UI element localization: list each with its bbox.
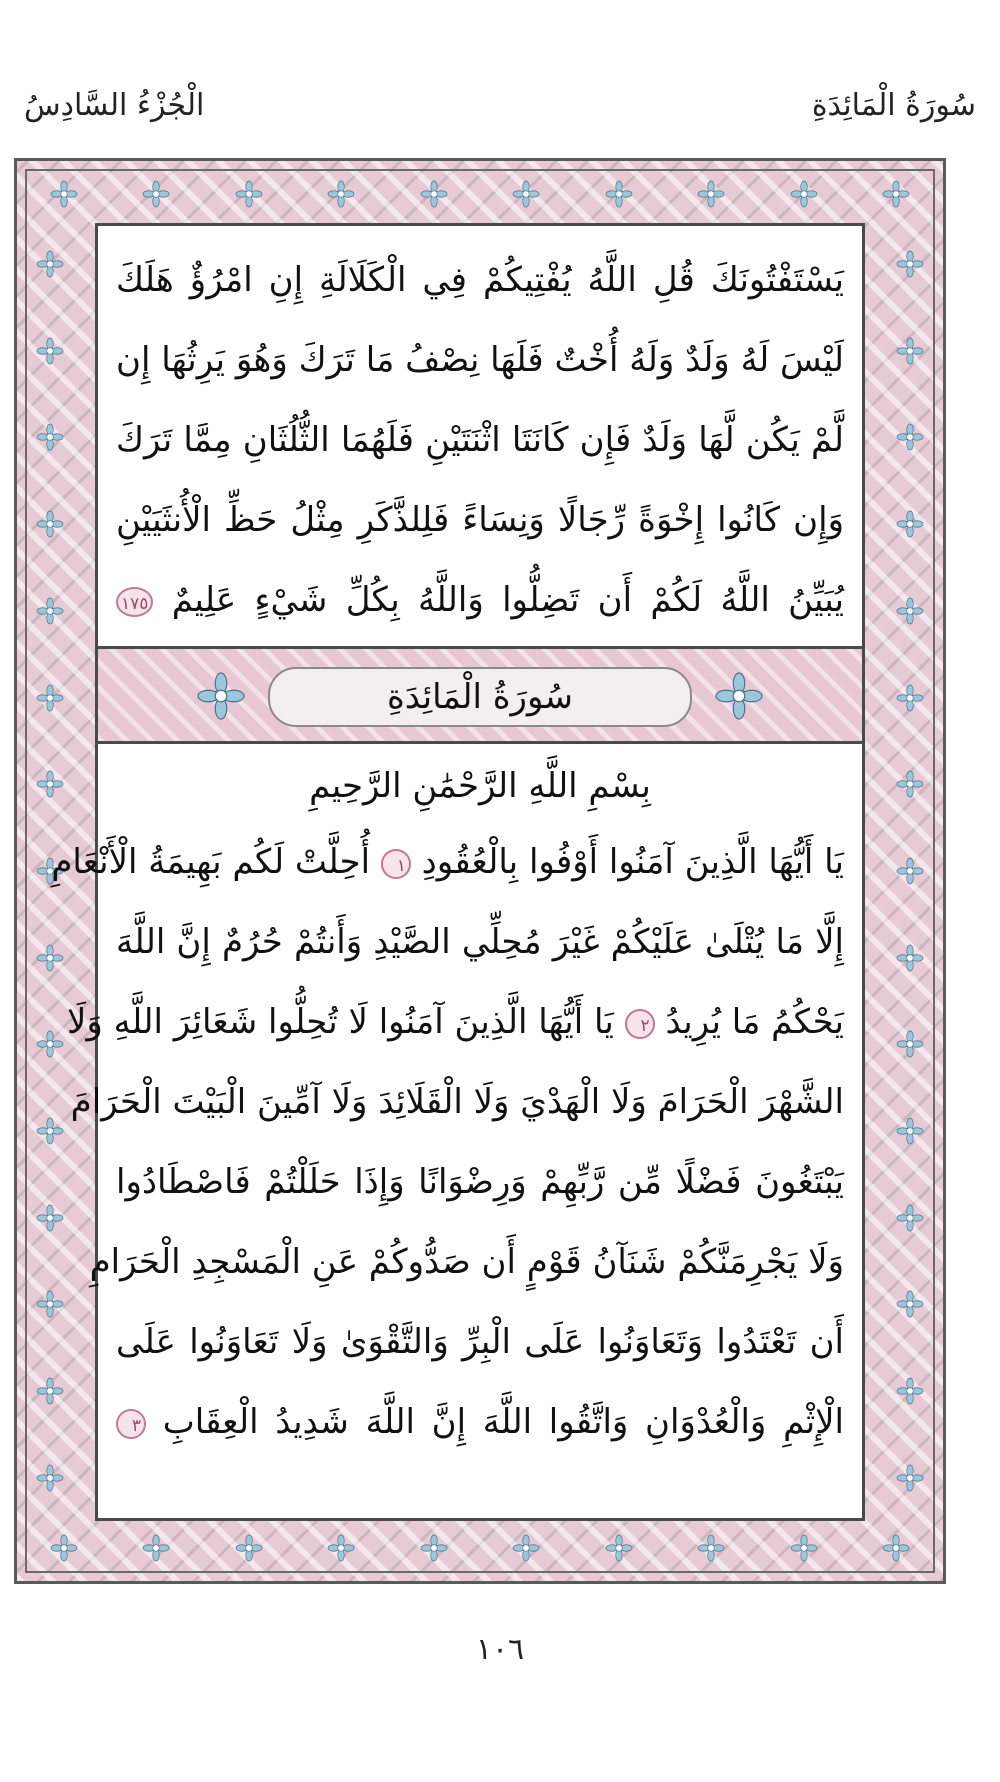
page-number: ١٠٦ xyxy=(475,1632,525,1667)
rosette-icon xyxy=(883,1535,909,1561)
upper-verses xyxy=(116,240,844,640)
rosette-icon xyxy=(791,181,817,207)
rosette-icon xyxy=(198,673,244,719)
rosette-icon xyxy=(606,181,632,207)
rosette-icon xyxy=(897,251,923,277)
juz-label: الْجُزْءُ السَّادِسُ xyxy=(24,88,205,123)
rosette-icon xyxy=(897,1205,923,1231)
rosette-icon xyxy=(143,181,169,207)
rosette-icon xyxy=(897,1465,923,1491)
ayah-number-marker: ١٧٥ xyxy=(116,587,153,617)
surah-running-title: سُورَةُ الْمَائِدَةِ xyxy=(811,88,976,123)
rosette-icon xyxy=(51,181,77,207)
rosette-icon xyxy=(897,1378,923,1404)
verse-text: يُبَيِّنُ اللَّهُ لَكُمْ أَن تَضِلُّوا وَاللَّهُ بِكُلِّ شَيْءٍ عَلِيمٌ xyxy=(171,580,845,620)
verse-line: أَن تَعْتَدُوا وَتَعَاوَنُوا عَلَى الْبِرِّ وَالتَّقْوَىٰ وَلَا تَعَاوَنُوا عَلَى xyxy=(116,1322,844,1362)
rosette-icon xyxy=(37,1031,63,1057)
rosette-icon xyxy=(698,1535,724,1561)
rosette-icon xyxy=(897,338,923,364)
rosette-icon xyxy=(37,511,63,537)
rosette-icon xyxy=(37,1378,63,1404)
rosette-icon xyxy=(236,181,262,207)
basmala: بِسْمِ اللَّهِ الرَّحْمَٰنِ الرَّحِيمِ xyxy=(309,766,651,806)
rosette-icon xyxy=(51,1535,77,1561)
verse-line: لَيْسَ لَهُ وَلَدٌ وَلَهُ أُخْتٌ فَلَهَا نِصْفُ مَا تَرَكَ وَهُوَ يَرِثُهَا إِن xyxy=(116,340,844,380)
rosette-icon xyxy=(328,1535,354,1561)
verse-line xyxy=(116,1382,844,1462)
rosette-icon xyxy=(513,181,539,207)
rosette-icon xyxy=(897,1031,923,1057)
rosette-icon xyxy=(37,945,63,971)
rosette-icon xyxy=(236,1535,262,1561)
ayah-number-marker: ١ xyxy=(381,849,411,879)
rosette-icon xyxy=(897,598,923,624)
verse-line: وَإِن كَانُوا إِخْوَةً رِّجَالًا وَنِسَاءً فَلِلذَّكَرِ مِثْلُ حَظِّ الْأُنثَيَيْنِ xyxy=(116,500,844,540)
surah-header-banner xyxy=(98,646,862,744)
ornamental-border xyxy=(14,158,946,1584)
rosette-icon xyxy=(897,1291,923,1317)
rosette-icon xyxy=(37,1465,63,1491)
verse-text: الْإِثْمِ وَالْعُدْوَانِ وَاتَّقُوا اللَّهَ إِنَّ اللَّهَ شَدِيدُ الْعِقَابِ xyxy=(162,1402,845,1442)
verse-text: أُحِلَّتْ لَكُم بَهِيمَةُ الْأَنْعَامِ xyxy=(51,842,371,882)
text-panel xyxy=(51,223,865,1521)
rosette-icon xyxy=(897,858,923,884)
rosette-icon xyxy=(897,424,923,450)
rosette-icon xyxy=(37,338,63,364)
verse-text: يَحْكُمُ مَا يُرِيدُ xyxy=(665,1002,844,1042)
ayah-number-marker: ٣ xyxy=(116,1409,146,1439)
rosette-icon xyxy=(791,1535,817,1561)
verse-line: الشَّهْرَ الْحَرَامَ وَلَا الْهَدْيَ وَلَا الْقَلَائِدَ وَلَا آمِّينَ الْبَيْتَ الْحَرَامَ xyxy=(70,1082,844,1122)
rosette-icon xyxy=(37,685,63,711)
rosette-icon xyxy=(37,251,63,277)
rosette-icon xyxy=(37,424,63,450)
verse-line xyxy=(116,560,844,640)
surah-title: سُورَةُ الْمَائِدَةِ xyxy=(268,667,692,727)
verse-line: وَلَا يَجْرِمَنَّكُمْ شَنَآنُ قَوْمٍ أَن صَدُّوكُمْ عَنِ الْمَسْجِدِ الْحَرَامِ xyxy=(89,1242,844,1282)
rosette-icon xyxy=(421,181,447,207)
rosette-icon xyxy=(698,181,724,207)
rosette-icon xyxy=(37,1291,63,1317)
rosette-row-top xyxy=(51,181,909,207)
verse-line: إِلَّا مَا يُتْلَىٰ عَلَيْكُمْ غَيْرَ مُحِلِّي الصَّيْدِ وَأَنتُمْ حُرُمٌ إِنَّ اللَّهَ xyxy=(116,922,844,962)
rosette-icon xyxy=(716,673,762,719)
rosette-icon xyxy=(897,511,923,537)
rosette-icon xyxy=(143,1535,169,1561)
verse-line xyxy=(51,822,844,902)
rosette-row-bottom xyxy=(51,1535,909,1561)
verse-line: يَسْتَفْتُونَكَ قُلِ اللَّهُ يُفْتِيكُمْ فِي الْكَلَالَةِ إِنِ امْرُؤٌ هَلَكَ xyxy=(116,260,844,300)
rosette-column-right xyxy=(897,251,923,1491)
rosette-icon xyxy=(37,598,63,624)
rosette-icon xyxy=(513,1535,539,1561)
rosette-icon xyxy=(883,181,909,207)
verse-line xyxy=(67,982,844,1062)
rosette-icon xyxy=(421,1535,447,1561)
verse-text: يَا أَيُّهَا الَّذِينَ آمَنُوا أَوْفُوا بِالْعُقُودِ xyxy=(421,842,844,882)
rosette-icon xyxy=(897,1118,923,1144)
rosette-icon xyxy=(606,1535,632,1561)
verse-line: يَبْتَغُونَ فَضْلًا مِّن رَّبِّهِمْ وَرِضْوَانًا وَإِذَا حَلَلْتُمْ فَاصْطَادُوا xyxy=(116,1162,844,1202)
rosette-icon xyxy=(37,1118,63,1144)
rosette-icon xyxy=(328,181,354,207)
rosette-icon xyxy=(897,685,923,711)
lower-verses xyxy=(51,822,845,1462)
verse-text: يَا أَيُّهَا الَّذِينَ آمَنُوا لَا تُحِلُّوا شَعَائِرَ اللَّهِ وَلَا xyxy=(67,1002,614,1042)
rosette-icon xyxy=(37,1205,63,1231)
verse-line: لَّمْ يَكُن لَّهَا وَلَدٌ فَإِن كَانَتَا اثْنَتَيْنِ فَلَهُمَا الثُّلُثَانِ مِمَّا تَرَكَ xyxy=(116,420,844,460)
rosette-icon xyxy=(897,945,923,971)
ayah-number-marker: ٢ xyxy=(625,1009,655,1039)
rosette-icon xyxy=(897,771,923,797)
rosette-icon xyxy=(37,771,63,797)
